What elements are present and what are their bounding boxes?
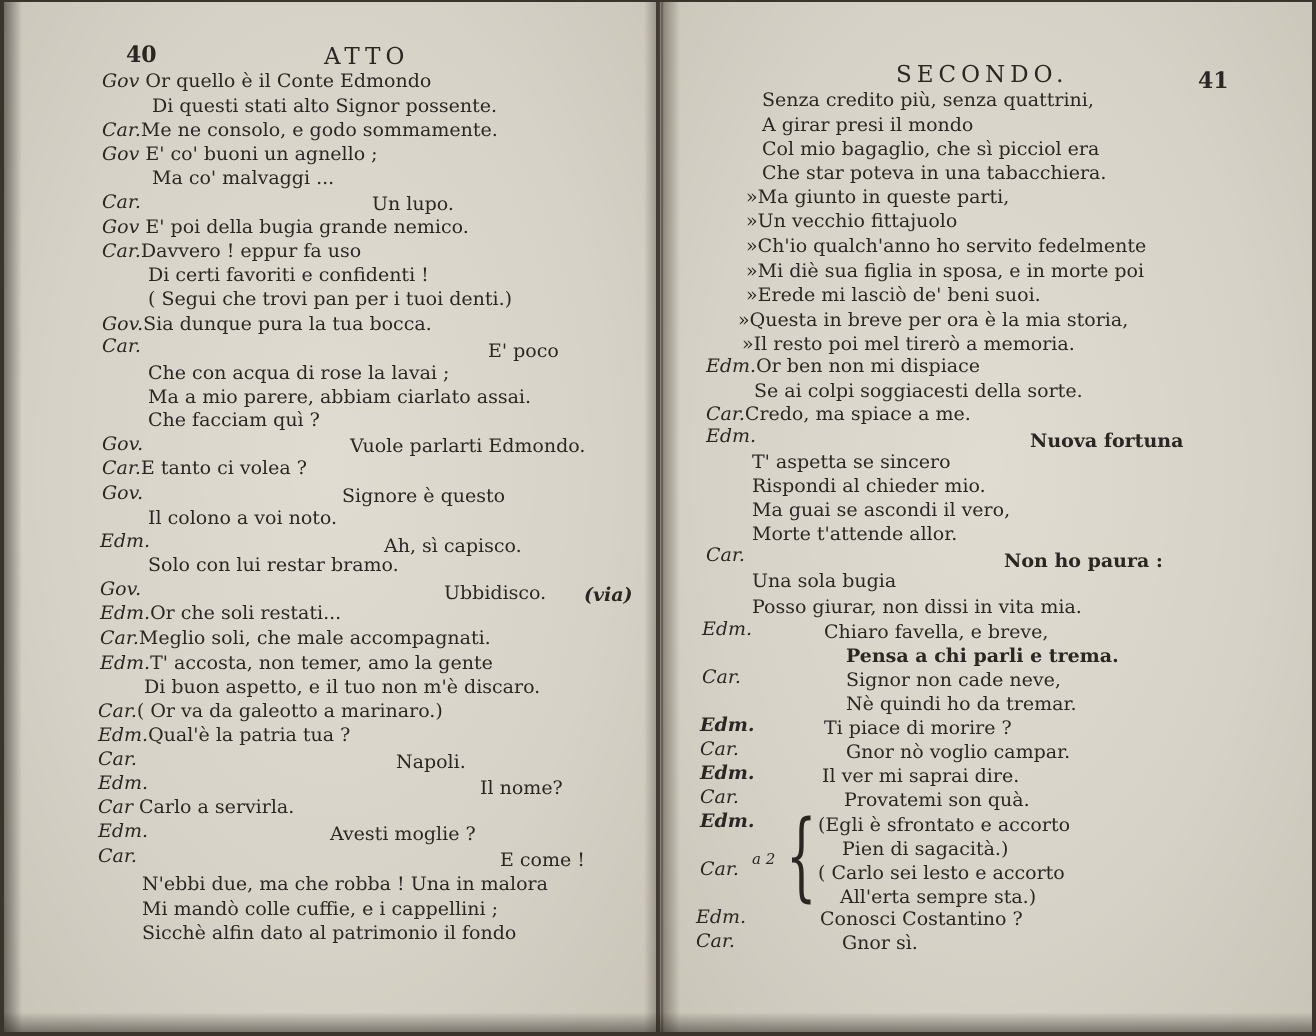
page-number-left: 40 [126,42,157,68]
text-line: Gnor nò voglio campar. [846,741,1071,763]
a-due-marker: a 2 [752,850,776,868]
text-line: Napoli. [396,751,466,773]
text-line: Gnor sì. [842,932,918,954]
text-line: Pensa a chi parli e trema. [846,645,1119,667]
speaker-label: Car. [102,335,141,357]
text-line: Conosci Costantino ? [820,908,1023,930]
text-line: Car Carlo a servirla. [98,796,295,818]
text-line: Non ho paura : [1004,550,1163,572]
text-line: Di questi stati alto Signor possente. [152,95,498,117]
text-line: Car.( Or va da galeotto a marinaro.) [98,700,443,722]
text-line: Ma a mio parere, abbiam ciarlato assai. [148,386,532,408]
text-line: ( Carlo sei lesto e accorto [818,862,1065,884]
text-line: Solo con lui restar bramo. [148,554,399,576]
text-line: A girar presi il mondo [762,114,974,136]
speaker-label: Edm. [702,618,753,640]
text-line: Nè quindi ho da tremar. [846,693,1077,715]
right-page [660,2,1312,1032]
text-line: Pien di sagacità.) [842,838,1009,860]
text-line: Se ai colpi soggiacesti della sorte. [754,380,1083,402]
speaker-label: Gov. [100,578,142,600]
text-line: Car.Me ne consolo, e godo sommamente. [102,119,498,141]
text-line: Nuova fortuna [1030,430,1184,452]
text-line: Signore è questo [342,485,506,507]
text-line: Rispondi al chieder mio. [752,475,986,497]
speaker-label: Car. [98,845,137,867]
speaker-label: Edm. [700,762,755,784]
text-line: Car.E tanto ci volea ? [102,457,307,479]
text-line: Col mio bagaglio, che sì picciol era [762,138,1100,160]
page-bottom-shadow [4,1012,1312,1032]
text-line: Gov E' poi della bugia grande nemico. [102,216,469,238]
text-line: (Egli è sfrontato e accorto [818,814,1071,836]
text-line: Avesti moglie ? [330,823,476,845]
text-line: »Il resto poi mel tirerò a memoria. [742,333,1075,355]
text-line: »Ma giunto in queste parti, [746,186,1010,208]
text-line: Edm.Or che soli restati... [100,602,342,624]
text-line: »Un vecchio fittajuolo [746,210,958,232]
text-line: Sicchè alfin dato al patrimonio il fondo [142,922,517,944]
text-line: »Questa in breve per ora è la mia storia, [738,309,1129,331]
speaker-label: Car. [696,930,735,952]
speaker-label: Edm. [100,530,151,552]
text-line: Una sola bugia [752,570,897,592]
speaker-label: Car. [706,544,745,566]
text-line: Posso giurar, non dissi in vita mia. [752,596,1082,618]
page-number-right: 41 [1198,68,1229,94]
speaker-label: Edm. [706,425,757,447]
speaker-label: Car. [98,748,137,770]
book-gutter [644,2,680,1032]
text-line: Un lupo. [372,193,454,215]
text-line: Di certi favoriti e confidenti ! [148,264,429,286]
text-line: Provatemi son quà. [844,789,1030,811]
text-line: Edm.Or ben non mi dispiace [706,355,981,377]
text-line: Ti piace di morire ? [824,717,1012,739]
text-line: N'ebbi due, ma che robba ! Una in malora [142,873,548,895]
text-line: Senza credito più, senza quattrini, [762,89,1094,111]
text-line: »Ch'io qualch'anno ho servito fedelmente [746,235,1147,257]
speaker-label: Edm. [700,810,755,832]
text-line: Che con acqua di rose la lavai ; [148,362,450,384]
speaker-label: Car. [102,191,141,213]
brace-bracket: { [786,800,817,912]
text-line: Di buon aspetto, e il tuo non m'è discaro. [144,676,541,698]
text-line: Signor non cade neve, [846,669,1061,691]
text-line: Morte t'attende allor. [752,523,958,545]
running-head-right: SECONDO. [896,62,1069,88]
speaker-label: Car. [702,666,741,688]
text-line: All'erta sempre sta.) [840,886,1037,908]
text-line: Edm.Qual'è la patria tua ? [98,724,351,746]
speaker-label: Car. [700,738,739,760]
speaker-label: Edm. [98,772,149,794]
text-line: »Erede mi lasciò de' beni suoi. [746,284,1041,306]
text-line: Ubbidisco. [444,582,547,604]
speaker-label: Edm. [700,714,755,736]
stage-direction: (via) [584,584,633,606]
text-line: T' aspetta se sincero [752,451,951,473]
open-book [4,2,1312,1032]
text-line: Che facciam quì ? [148,409,320,431]
speaker-label: Edm. [98,820,149,842]
text-line: Car.Davvero ! eppur fa uso [102,240,362,262]
text-line: Il nome? [480,777,563,799]
text-line: Il colono a voi noto. [148,507,338,529]
text-line: Ma co' malvaggi ... [152,167,335,189]
left-page [4,2,656,1032]
text-line: Ah, sì capisco. [384,535,522,557]
text-line: Mi mandò colle cuffie, e i cappellini ; [142,898,499,920]
text-line: Vuole parlarti Edmondo. [350,435,586,457]
text-line: E come ! [500,849,585,871]
speaker-label: Car. [700,858,739,880]
text-line: Gov E' co' buoni un agnello ; [102,143,378,165]
running-head-left: ATTO [324,44,410,70]
text-line: Chiaro favella, e breve, [824,621,1049,643]
speaker-label: Gov. [102,433,144,455]
text-line: E' poco [488,340,559,362]
page-edge-shadow [4,2,22,1032]
text-line: Gov.Sia dunque pura la tua bocca. [102,313,432,335]
speaker-label: Edm. [696,906,747,928]
text-line: Che star poteva in una tabacchiera. [762,162,1107,184]
text-line: Edm.T' accosta, non temer, amo la gente [100,652,493,674]
text-line: Car.Credo, ma spiace a me. [706,403,971,425]
speaker-label: Gov. [102,482,144,504]
text-line: ( Segui che trovi pan per i tuoi denti.) [148,288,513,310]
text-line: Car.Meglio soli, che male accompagnati. [100,627,491,649]
text-line: Il ver mi saprai dire. [822,765,1020,787]
text-line: Gov Or quello è il Conte Edmondo [102,70,432,92]
text-line: »Mi diè sua figlia in sposa, e in morte poi [746,260,1145,282]
speaker-label: Car. [700,786,739,808]
text-line: Ma guai se ascondi il vero, [752,499,1011,521]
